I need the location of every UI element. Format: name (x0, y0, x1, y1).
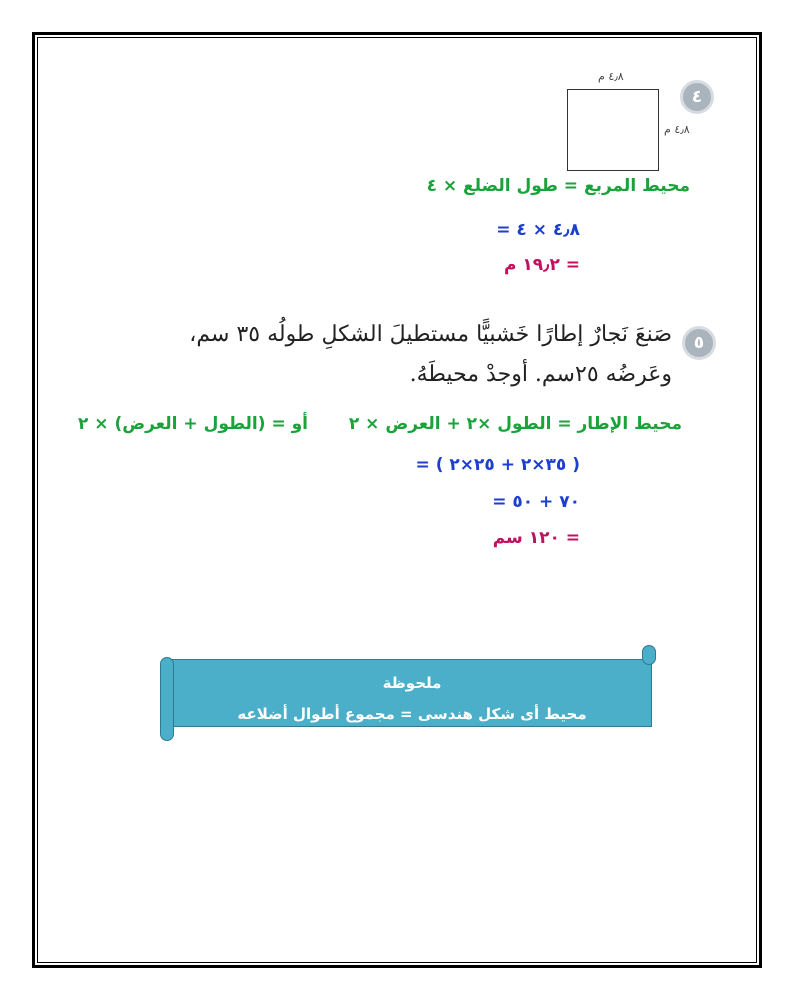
frame-result: = ١٢٠ سم (492, 528, 580, 548)
square-step-1: = ٤٫٨ × ٤ (496, 220, 580, 240)
square-perimeter-formula: محيط المربع = طول الضلع × ٤ (426, 176, 690, 196)
frame-step-2: = ٧٠ + ٥٠ (492, 492, 580, 512)
square-result: = ١٩٫٢ م (503, 255, 580, 275)
note-scroll (160, 651, 656, 739)
scroll-roll-left (160, 657, 174, 741)
problem-4-number-badge (680, 80, 714, 114)
problem-5-question-line-2: وعَرضُه ٢٥سم. أوجدْ محيطَهُ. (409, 362, 672, 387)
problem-4-number: ٤ (691, 87, 703, 107)
square-diagram (567, 89, 659, 171)
problem-5-number: ٥ (693, 333, 705, 353)
note-text: محيط أى شكل هندسى = مجموع أطوال أضلاعه (237, 705, 587, 723)
problem-5-question-line-1: صَنعَ نَجارٌ إطارًا خَشبيًّا مستطيلَ الشكلِ طولُه ٣٥ سم، (189, 322, 672, 347)
square-top-dimension: ٤٫٨ م (598, 70, 624, 83)
frame-step-1: = ( ٣٥×٢ + ٢٥×٢ ) (415, 455, 580, 475)
scroll-roll-right (642, 645, 656, 665)
note-title: ملحوظة (382, 674, 442, 692)
problem-5-number-badge (682, 326, 716, 360)
note-body (172, 659, 652, 727)
square-side-dimension: ٤٫٨ م (664, 123, 690, 136)
frame-perimeter-formula: محيط الإطار = الطول ×٢ + العرض × ٢ (348, 414, 682, 434)
frame-perimeter-alt-formula: أو = (الطول + العرض) × ٢ (78, 414, 308, 434)
